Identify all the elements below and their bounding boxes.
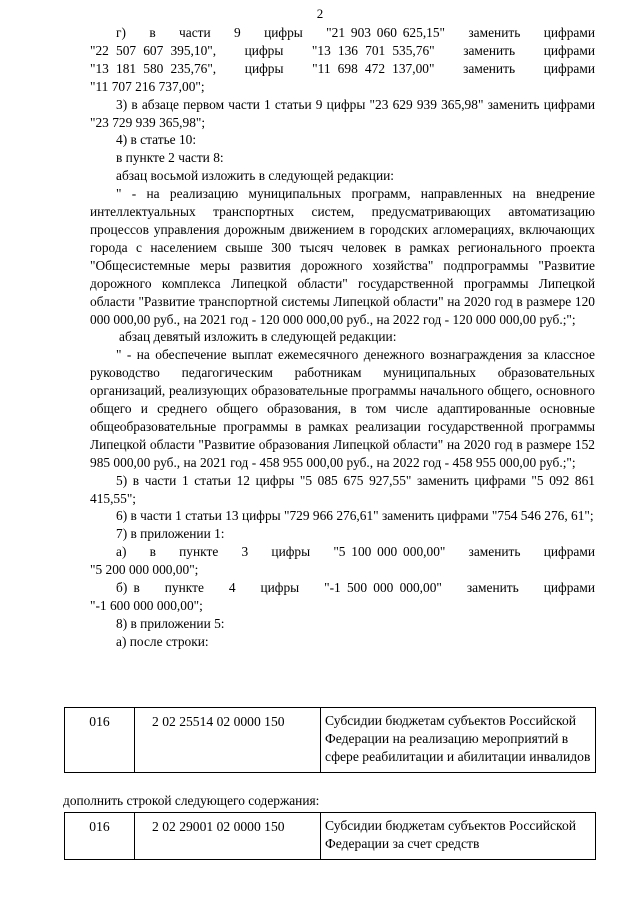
paragraph-abzac8-text: " - на реализацию муниципальных программ, направленных на внедрение интеллектуальных транспортных систем, предусматривающих автоматизацию процессов управления дорожным движением в городских агломерациях, включающих города с населением свыше 300 тысяч человек в рамках регионального проекта "Общесистемные меры развития дорожного хозяйства" подпрограммы "Развитие дорожного комплекса Липецкой области" государственной программы Липецкой области "Развитие транспортной системы Липецкой области" на 2020 год в размере 120 000 000,00 руб., на 2021 год - 120 000 000,00 руб., на 2022 год - 120 000 000,00 руб.;"; (90, 186, 595, 327)
paragraph-g-line3: "13 181 580 235,76", цифры "11 698 472 137,00" заменить цифрами (90, 60, 595, 76)
paragraph-abzac9-text: " - на обеспечение выплат ежемесячного денежного вознаграждения за классное руководство педагогическим работникам муниципальных образовательных организаций, реализующих образовательные программы начального общего, основного общего и среднего общего образования, в том числе адаптированные основные общеобразовательные программы в рамках реализации государственной программы Липецкой области "Развитие образования Липецкой области" на 2020 год в размере 152 985 000,00 руб., на 2021 год - 458 955 000,00 руб., на 2022 год - 458 955 000,00 руб.;"; (90, 347, 595, 470)
paragraph-4: 4) в статье 10: (116, 132, 197, 148)
table-cell-name: Субсидии бюджетам субъектов Российской Федерации за счет средств (321, 813, 596, 860)
paragraph-7: 7) в приложении 1: (116, 526, 225, 542)
paragraph-abzac9-intro: абзац девятый изложить в следующей редакции: (119, 329, 397, 345)
paragraph-7b-line1: б) в пункте 4 цифры "-1 500 000 000,00" заменить цифрами (116, 580, 595, 596)
paragraph-g-line1: г) в части 9 цифры "21 903 060 625,15" заменить цифрами (116, 25, 595, 40)
table-cell-kbk: 2 02 25514 02 0000 150 (135, 708, 321, 773)
page-number: 2 (316, 6, 324, 21)
paragraph-g-line4: "11 707 216 737,00"; (90, 78, 205, 94)
paragraph-6: 6) в части 1 статьи 13 цифры "729 966 276,61" заменить цифрами "754 546 276, 61"; (116, 508, 594, 524)
document-body (90, 24, 595, 651)
table-row (65, 708, 596, 773)
paragraph-8: 8) в приложении 5: (116, 615, 225, 631)
paragraph-7b-line2: "-1 600 000 000,00"; (90, 598, 203, 613)
paragraph-7a-line1: а) в пункте 3 цифры "5 100 000 000,00" заменить цифрами (116, 544, 595, 560)
paragraph-7a-line2: "5 200 000 000,00"; (90, 562, 199, 578)
table-row (65, 813, 596, 860)
paragraph-5: 5) в части 1 статьи 12 цифры "5 085 675 927,55" заменить цифрами "5 092 861 415,55"; (90, 472, 595, 506)
table-cell-code: 016 (65, 813, 135, 860)
table-cell-kbk: 2 02 29001 02 0000 150 (135, 813, 321, 860)
existing-row-table (64, 707, 596, 773)
paragraph-8a: а) после строки: (116, 633, 209, 649)
table-cell-name: Субсидии бюджетам субъектов Российской Федерации на реализацию мероприятий в сфере реабилитации и абилитации инвалидов (321, 708, 596, 773)
paragraph-g-line2: "22 507 607 395,10", цифры "13 136 701 535,76" заменить цифрами (90, 42, 595, 58)
supplement-text: дополнить строкой следующего содержания: (63, 793, 320, 808)
paragraph-3: 3) в абзаце первом части 1 статьи 9 цифры "23 629 939 365,98" заменить цифрами "23 729 939 365,98"; (90, 96, 595, 130)
table-cell-code: 016 (65, 708, 135, 773)
paragraph-4-point2: в пункте 2 части 8: (116, 150, 224, 166)
paragraph-abzac8-intro: абзац восьмой изложить в следующей редакции: (116, 168, 395, 184)
new-row-table (64, 812, 596, 860)
